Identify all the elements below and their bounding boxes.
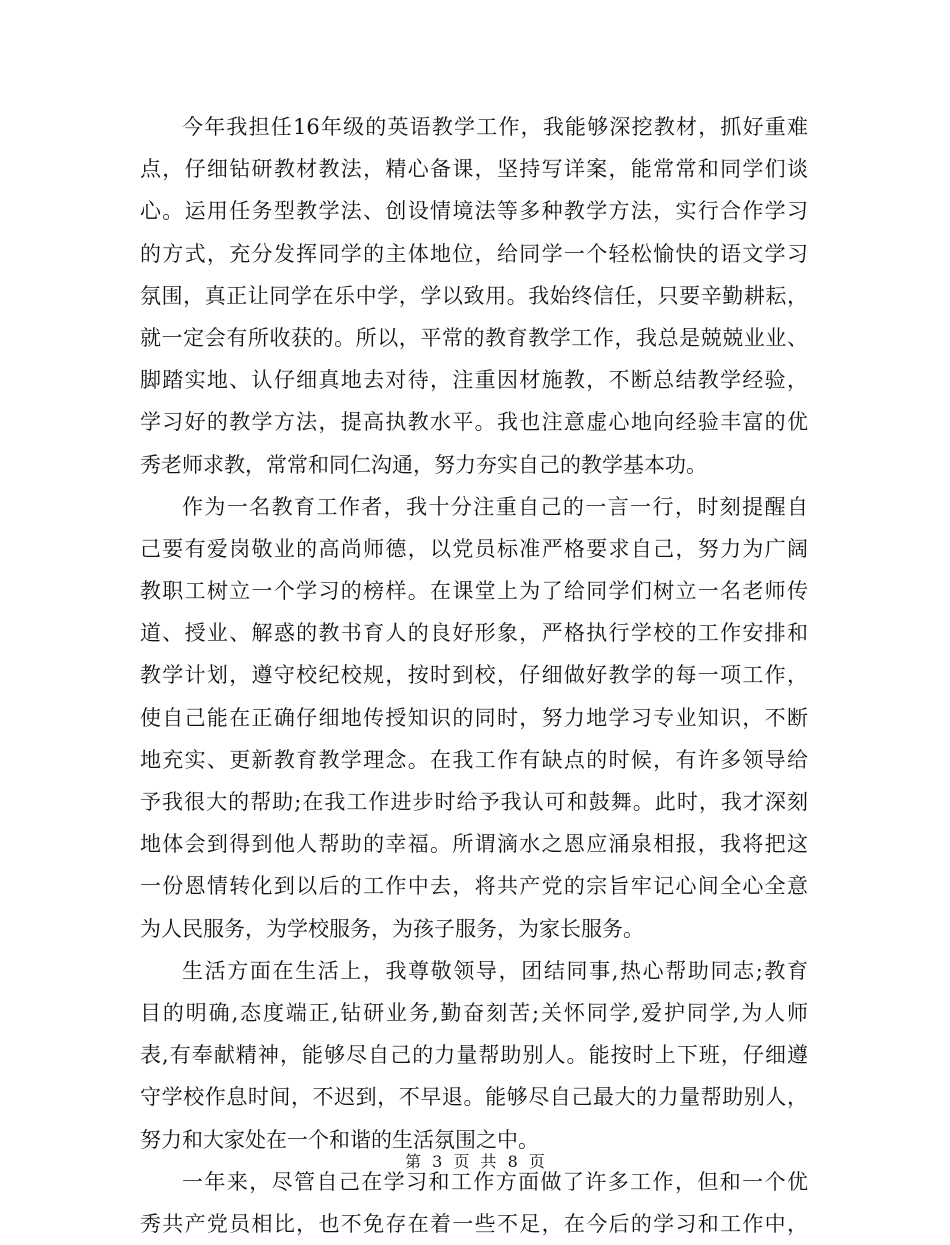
text-line: 脚踏实地、认仔细真地去对待，注重因材施教，不断总结教学经验， <box>140 368 808 393</box>
text-line: 道、授业、解惑的教书育人的良好形象，严格执行学校的工作安排和 <box>140 621 808 646</box>
text-line: 努力和大家处在一个和谐的生活氛围之中。 <box>140 1127 539 1152</box>
page-number-footer: 第 3 页 共 8 页 <box>405 1152 545 1171</box>
text-line: 表,有奉献精神，能够尽自己的力量帮助别人。能按时上下班，仔细遵 <box>140 1043 808 1068</box>
text-line: 就一定会有所收获的。所以，平常的教育教学工作，我总是兢兢业业、 <box>140 325 808 350</box>
text-line: 教职工树立一个学习的榜样。在课堂上为了给同学们树立一名老师传 <box>140 579 808 604</box>
text-line: 使自己能在正确仔细地传授知识的同时，努力地学习专业知识，不断 <box>140 705 808 730</box>
text-line: 一年来，尽管自己在学习和工作方面做了许多工作，但和一个优 <box>182 1169 808 1194</box>
text-line: 守学校作息时间，不迟到，不早退。能够尽自己最大的力量帮助别人， <box>140 1085 808 1110</box>
text-line: 秀老师求教，常常和同仁沟通，努力夯实自己的教学基本功。 <box>140 452 707 477</box>
text-line: 为人民服务，为学校服务，为孩子服务，为家长服务。 <box>140 916 644 941</box>
text-line: 作为一名教育工作者，我十分注重自己的一言一行，时刻提醒自 <box>182 494 808 519</box>
text-line: 秀共产党员相比，也不免存在着一些不足，在今后的学习和工作中， <box>140 1211 808 1236</box>
text-line: 地充实、更新教育教学理念。在我工作有缺点的时候，有许多领导给 <box>140 747 808 772</box>
text-line: 地体会到得到他人帮助的幸福。所谓滴水之恩应涌泉相报，我将把这 <box>140 832 808 857</box>
text-line: 点，仔细钻研教材教法，精心备课，坚持写详案，能常常和同学们谈 <box>140 157 808 182</box>
text-line: 心。运用任务型教学法、创设情境法等多种教学方法，实行合作学习 <box>140 199 808 224</box>
text-line: 生活方面在生活上，我尊敬领导，团结同事,热心帮助同志;教育 <box>182 958 808 983</box>
text-line: 目的明确,态度端正,钻研业务,勤奋刻苦;关怀同学,爱护同学,为人师 <box>140 1000 808 1025</box>
text-line: 一份恩情转化到以后的工作中去，将共产党的宗旨牢记心间全心全意 <box>140 874 808 899</box>
body-text <box>140 106 808 1245</box>
text-line: 今年我担任16年级的英语教学工作，我能够深挖教材，抓好重难 <box>182 115 808 139</box>
text-line: 学习好的教学方法，提高执教水平。我也注意虚心地向经验丰富的优 <box>140 410 808 435</box>
text-line: 己要有爱岗敬业的高尚师德，以党员标准严格要求自己，努力为广阔 <box>140 536 808 561</box>
text-line: 予我很大的帮助;在我工作进步时给予我认可和鼓舞。此时，我才深刻 <box>140 790 808 814</box>
text-line: 氛围，真正让同学在乐中学，学以致用。我始终信任，只要辛勤耕耘， <box>140 283 808 308</box>
text-line: 教学计划，遵守校纪校规，按时到校，仔细做好教学的每一项工作， <box>140 663 808 688</box>
text-line: 的方式，充分发挥同学的主体地位，给同学一个轻松愉快的语文学习 <box>140 241 808 266</box>
